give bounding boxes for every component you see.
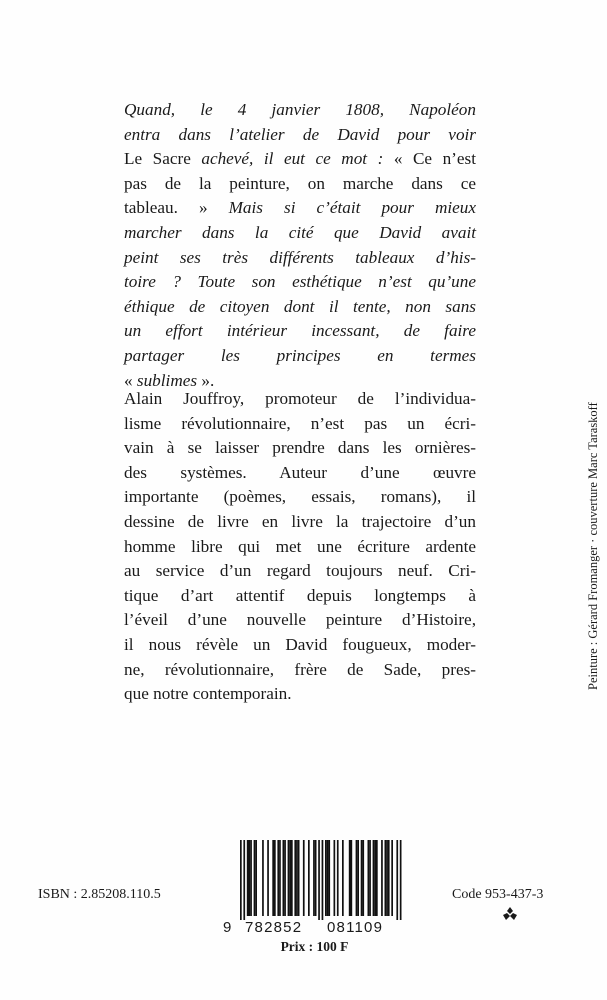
barcode-bar bbox=[385, 840, 387, 916]
barcode-group-right: 081109 bbox=[327, 919, 384, 936]
intro-line bbox=[124, 98, 476, 123]
barcode-bar bbox=[313, 840, 315, 916]
barcode-bar bbox=[325, 840, 327, 916]
barcode-bar bbox=[267, 840, 269, 916]
barcode-bar bbox=[391, 840, 393, 916]
publisher-logo-icon bbox=[502, 906, 518, 922]
bio-line: il nous révèle un David fougueux, moder- bbox=[124, 634, 476, 654]
barcode-bar bbox=[288, 840, 290, 916]
bio-line: au service d’un regard toujours neuf. Cri- bbox=[124, 561, 476, 581]
bio-line: Alain Jouffroy, promoteur de l’individua- bbox=[124, 389, 476, 408]
barcode-bar bbox=[327, 840, 329, 916]
barcode-bar bbox=[294, 840, 296, 916]
barcode-bar bbox=[337, 840, 339, 916]
intro-text-run: ». bbox=[197, 370, 215, 390]
barcode-bar bbox=[396, 840, 398, 920]
barcode-bar bbox=[357, 840, 359, 916]
barcode-bar bbox=[376, 840, 378, 916]
barcode-bar bbox=[373, 840, 375, 916]
barcode-bar bbox=[308, 840, 310, 916]
intro-line bbox=[124, 123, 476, 148]
intro-paragraph bbox=[124, 98, 476, 393]
barcode-bar bbox=[240, 840, 242, 920]
barcode-lead-digit: 9 bbox=[223, 919, 233, 936]
intro-text-run: toire ? Toute son esthétique n’est qu’une bbox=[124, 272, 476, 292]
barcode-bar bbox=[277, 840, 279, 916]
intro-text-run: un effort intérieur incessant, de faire bbox=[124, 321, 476, 341]
barcode-bar bbox=[334, 840, 336, 916]
barcode-bar bbox=[272, 840, 274, 916]
barcode-bar bbox=[349, 840, 351, 916]
barcode-bar bbox=[381, 840, 383, 916]
barcode-bar bbox=[362, 840, 364, 916]
barcode-bar bbox=[322, 840, 324, 920]
bio-line: dessine de livre en livre la trajectoire d’un bbox=[124, 511, 476, 531]
barcode-bar bbox=[250, 840, 252, 916]
barcode-bar bbox=[279, 840, 281, 916]
barcode-bar bbox=[249, 840, 251, 916]
barcode-bar bbox=[289, 840, 291, 916]
bio-line: lisme révolutionnaire, n’est pas un écri- bbox=[124, 413, 476, 433]
barcode-bar bbox=[361, 840, 363, 916]
barcode-bar bbox=[374, 840, 376, 916]
intro-line bbox=[124, 270, 476, 295]
barcode-bar bbox=[243, 840, 245, 920]
barcode bbox=[223, 840, 406, 952]
bio-line: ne, révolutionnaire, frère de Sade, pres- bbox=[124, 659, 476, 679]
barcode-bar bbox=[283, 840, 285, 916]
barcode-bar bbox=[247, 840, 249, 916]
intro-text-run: tableau. » bbox=[124, 198, 229, 218]
intro-text-run: Quand, le 4 janvier 1808, Napoléon bbox=[124, 100, 476, 119]
bio-line: homme libre qui met une écriture ardente bbox=[124, 536, 476, 556]
intro-text-run: pas de la peinture, on marche dans ce bbox=[124, 173, 476, 193]
cover-credit: Peinture : Gérard Fromanger · couverture Marc Taraskoff bbox=[586, 402, 600, 690]
barcode-bar bbox=[284, 840, 286, 916]
intro-line bbox=[124, 221, 476, 246]
barcode-bar bbox=[400, 840, 402, 920]
bio-line: importante (poèmes, essais, romans), il bbox=[124, 487, 476, 507]
intro-text-run: éthique de citoyen dont il tente, non sans bbox=[124, 296, 476, 316]
intro-text-run: peint ses très différents tableaux d’his- bbox=[124, 247, 476, 267]
intro-text-run: « Ce n’est bbox=[383, 149, 476, 169]
barcode-bar bbox=[255, 840, 257, 916]
intro-text-run: sublimes bbox=[136, 370, 198, 390]
barcode-bar bbox=[388, 840, 390, 916]
barcode-bar bbox=[342, 840, 344, 916]
bio-line: tique d’art attentif depuis longtemps à bbox=[124, 585, 476, 605]
bio-line: que notre contemporain. bbox=[124, 684, 292, 704]
barcode-bar bbox=[328, 840, 330, 916]
intro-text-run: achevé, il eut ce mot : bbox=[201, 149, 384, 169]
bio-line: vain à se laisser prendre dans les ornières- bbox=[124, 438, 476, 458]
intro-line bbox=[124, 147, 476, 172]
barcode-bar bbox=[318, 840, 320, 920]
intro-line bbox=[124, 246, 476, 271]
barcode-bar bbox=[351, 840, 353, 916]
barcode-bar bbox=[296, 840, 298, 916]
intro-line bbox=[124, 295, 476, 320]
bio-line: des systèmes. Auteur d’une œuvre bbox=[124, 462, 476, 482]
price-label: Prix : 100 F bbox=[280, 939, 349, 954]
intro-text-run: entra dans l’atelier de David pour voir bbox=[124, 124, 476, 144]
barcode-bar bbox=[315, 840, 317, 916]
bio-line: l’éveil d’une nouvelle peinture d’Histoire, bbox=[124, 610, 476, 630]
author-bio-paragraph bbox=[124, 387, 476, 707]
intro-text-run: partager les principes en termes bbox=[124, 345, 476, 365]
barcode-bar bbox=[368, 840, 370, 916]
barcode-bar bbox=[298, 840, 300, 916]
intro-line bbox=[124, 319, 476, 344]
barcode-bar bbox=[303, 840, 305, 916]
barcode-bar bbox=[254, 840, 256, 916]
barcode-bars bbox=[223, 840, 406, 920]
barcode-bar bbox=[291, 840, 293, 916]
intro-text-run: Le Sacre bbox=[124, 149, 202, 169]
intro-text-run: Mais si c’était pour mieux bbox=[228, 198, 476, 218]
code-label: Code 953-437-3 bbox=[452, 887, 544, 902]
intro-line bbox=[124, 172, 476, 197]
barcode-group-left: 782852 bbox=[245, 919, 303, 936]
barcode-bar bbox=[274, 840, 276, 916]
barcode-bar bbox=[386, 840, 388, 916]
barcode-bar bbox=[356, 840, 358, 916]
intro-line bbox=[124, 196, 476, 221]
isbn-label: ISBN : 2.85208.110.5 bbox=[38, 887, 161, 902]
intro-text-run: « bbox=[124, 370, 137, 390]
barcode-bar bbox=[369, 840, 371, 916]
intro-text-run: marcher dans la cité que David avait bbox=[124, 222, 476, 242]
barcode-bar bbox=[262, 840, 264, 916]
intro-line bbox=[124, 344, 476, 369]
